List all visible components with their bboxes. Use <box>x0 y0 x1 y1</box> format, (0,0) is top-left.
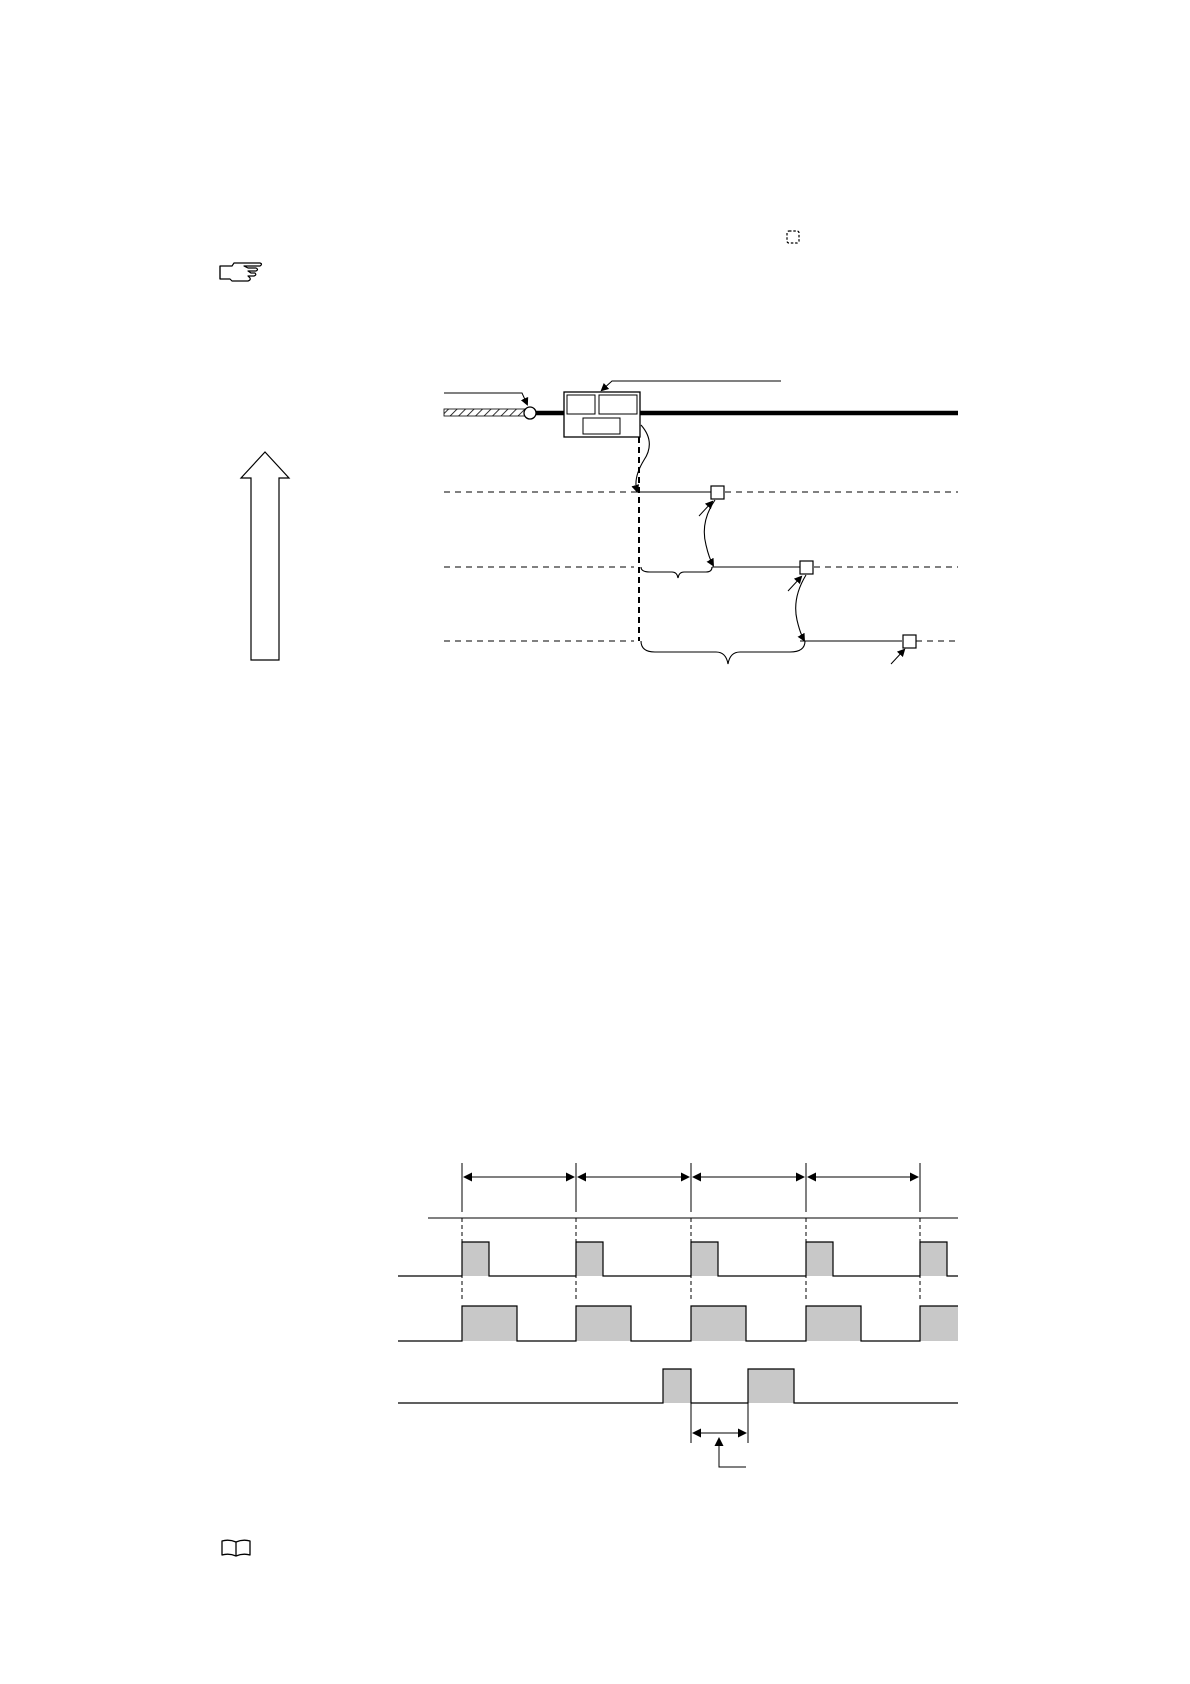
timing-row-2 <box>398 1306 958 1341</box>
interval-leader <box>719 1438 746 1467</box>
timing-row-1 <box>398 1242 958 1276</box>
open-book-icon <box>220 1538 252 1558</box>
timing-row-3 <box>398 1369 958 1403</box>
period-markers <box>462 1163 920 1212</box>
